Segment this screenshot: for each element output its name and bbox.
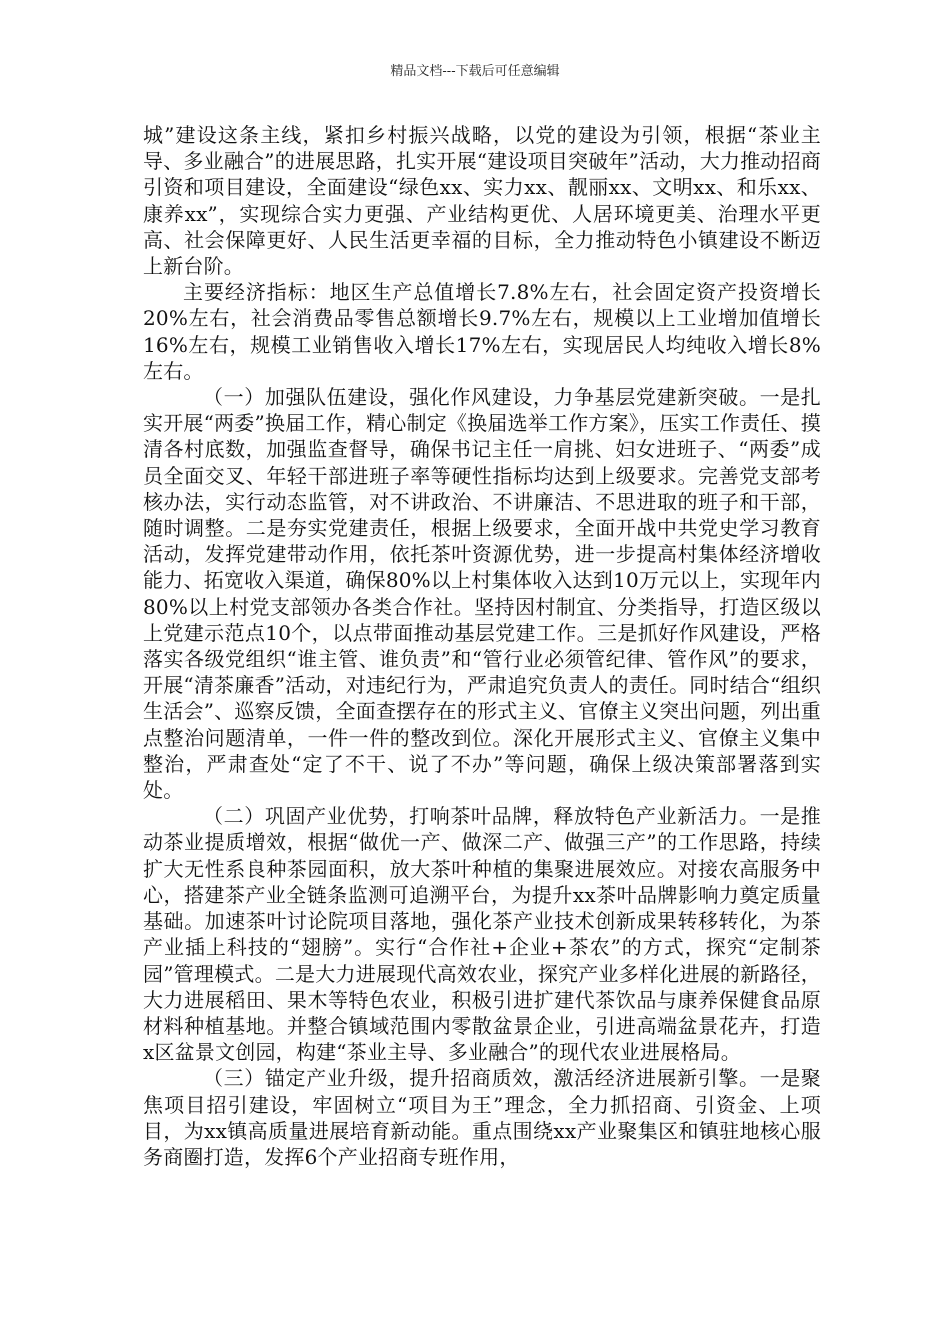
document-body — [143, 122, 821, 1170]
paragraph-section-1: （一）加强队伍建设，强化作风建设，力争基层党建新突破。一是扎实开展“两委”换届工作，精心制定《换届选举工作方案》，压实工作责任、摸清各村底数，加强监查督导，确保书记主任一肩挑、妇女进班子、“两委”成员全面交叉、年轻干部进班子率等硬性指标均达到上级要求。完善党支部考核办法，实行动态监管，对不讲政治、不讲廉洁、不思进取的班子和干部，随时调整。二是夯实党建责任，根据上级要求，全面开战中共党史学习教育活动，发挥党建带动作用，依托茶叶资源优势，进一步提高村集体经济增收能力、拓宽收入渠道，确保80%以上村集体收入达到10万元以上，实现年内80%以上村党支部领办各类合作社。坚持因村制宜、分类指导，打造区级以上党建示范点10个，以点带面推动基层党建工作。三是抓好作风建设，严格落实各级党组织“谁主管、谁负责”和“管行业必须管纪律、管作风”的要求，开展“清茶廉香”活动，对违纪行为，严肃追究负责人的责任。同时结合“组织生活会”、巡察反馈，全面查摆存在的形式主义、官僚主义突出问题，列出重点整治问题清单，一件一件的整改到位。深化开展形式主义、官僚主义集中整治，严肃查处“定了不干、说了不办”等问题，确保上级决策部署落到实处。 — [143, 385, 821, 803]
paragraph-economic-indicators: 主要经济指标：地区生产总值增长7.8%左右，社会固定资产投资增长20%左右，社会消费品零售总额增长9.7%左右，规模以上工业增加值增长16%左右，规模工业销售收入增长17%左右，实现居民人均纯收入增长8%左右。 — [143, 280, 821, 383]
paragraph-section-3: （三）锚定产业升级，提升招商质效，激活经济进展新引擎。一是聚焦项目招引建设，牢固树立“项目为王”理念，全力抓招商、引资金、上项目，为xx镇高质量进展培育新动能。重点围绕xx产业聚集区和镇驻地核心服务商圈打造，发挥6个产业招商专班作用， — [143, 1066, 821, 1169]
paragraph-section-2: （二）巩固产业优势，打响茶叶品牌，释放特色产业新活力。一是推动茶业提质增效，根据“做优一产、做深二产、做强三产”的工作思路，持续扩大无性系良种茶园面积，放大茶叶种植的集聚进展效应。对接农高服务中心，搭建茶产业全链条监测可追溯平台，为提升xx茶叶品牌影响力奠定质量基础。加速茶叶讨论院项目落地，强化茶产业技术创新成果转移转化，为茶产业插上科技的“翅膀”。实行“合作社+企业+茶农”的方式，探究“定制茶园”管理模式。二是大力进展现代高效农业，探究产业多样化进展的新路径，大力进展稻田、果木等特色农业，积极引进扩建代茶饮品与康养保健食品原材料种植基地。并整合镇域范围内零散盆景企业，引进高端盆景花卉，打造x区盆景文创园，构建“茶业主导、多业融合”的现代农业进展格局。 — [143, 804, 821, 1065]
page-header: 精品文档---下载后可任意编辑 — [390, 64, 560, 79]
paragraph-continuation: 城”建设这条主线，紧扣乡村振兴战略，以党的建设为引领，根据“茶业主导、多业融合”的进展思路，扎实开展“建设项目突破年”活动，大力推动招商引资和项目建设，全面建设“绿色xx、实力xx、靓丽xx、文明xx、和乐xx、康养xx”，实现综合实力更强、产业结构更优、人居环境更美、治理水平更高、社会保障更好、人民生活更幸福的目标，全力推动特色小镇建设不断迈上新台阶。 — [143, 123, 821, 279]
